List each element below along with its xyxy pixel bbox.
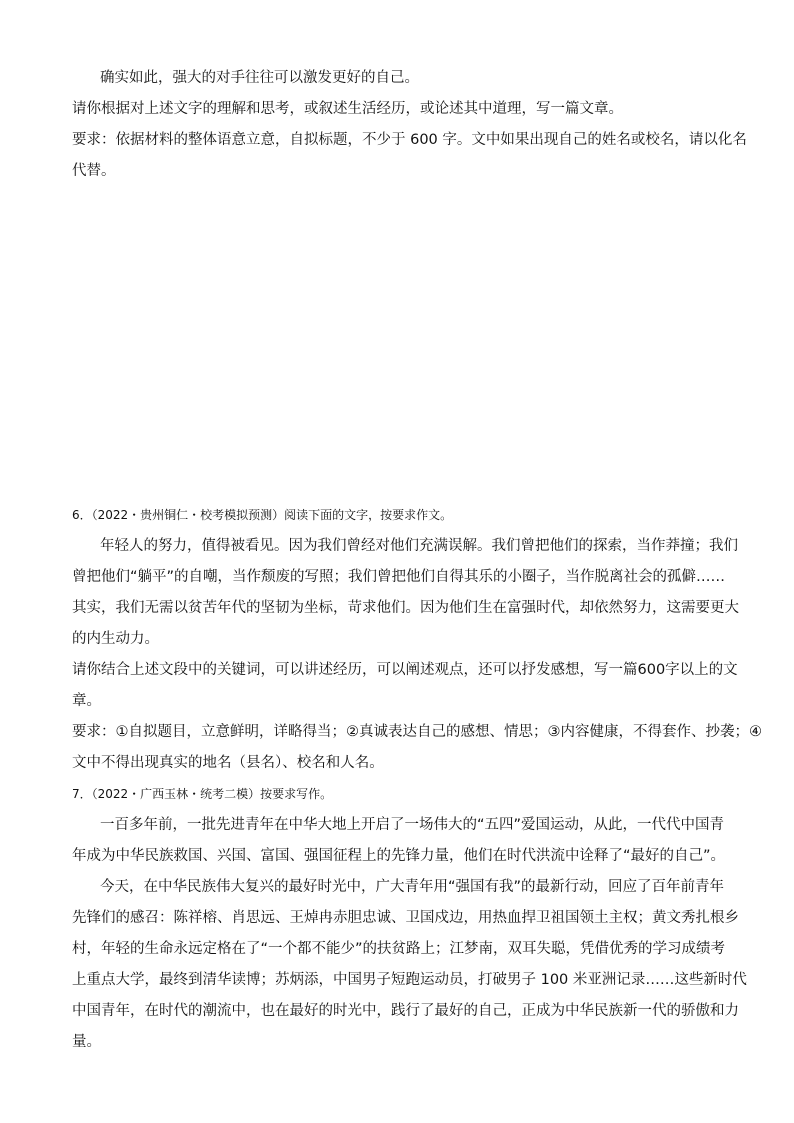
q7-paragraph2-line: 村，年轻的生命永远定格在了“一个都不能少”的扶贫路上；江梦南，双耳失聪，凭借优秀的学习成绩考 bbox=[72, 941, 726, 957]
q7-paragraph2-line: 先锋们的感召：陈祥榕、肖思远、王焯冉赤胆忠诚、卫国戍边，用热血捍卫祖国领土主权；黄文秀扎根乡 bbox=[72, 910, 739, 926]
q6-instruction-line: 章。 bbox=[72, 693, 101, 709]
q5-instruction: 请你根据对上述文字的理解和思考，或叙述生活经历，或论述其中道理，写一篇文章。 bbox=[72, 101, 623, 117]
q7-paragraph2-line: 量。 bbox=[72, 1034, 101, 1050]
q5-requirement-line-2: 代替。 bbox=[72, 163, 116, 179]
q7-paragraph1-line: 一百多年前，一批先进青年在中华大地上开启了一场伟大的“五四”爱国运动，从此，一代代中国青 bbox=[100, 817, 725, 833]
q6-paragraph-line: 年轻人的努力，值得被看见。因为我们曾经对他们充满误解。我们曾把他们的探索，当作莽撞；我们 bbox=[100, 538, 738, 554]
q6-header: 6．（2022・贵州铜仁・校考模拟预测）阅读下面的文字，按要求作文。 bbox=[72, 508, 453, 522]
q7-paragraph2-line: 今天，在中华民族伟大复兴的最好时光中，广大青年用“强国有我”的最新行动，回应了百年前青年 bbox=[100, 879, 725, 895]
q6-requirement-line: 文中不得出现真实的地名（县名）、校名和人名。 bbox=[72, 755, 384, 771]
q6-requirement-line: 要求：①自拟题目，立意鲜明，详略得当；②真诚表达自己的感想、情思；③内容健康，不得套作、抄袭；④ bbox=[72, 724, 762, 740]
q5-material-line: 确实如此，强大的对手往往可以激发更好的自己。 bbox=[100, 70, 419, 86]
q7-paragraph2-line: 上重点大学，最终到清华读博；苏炳添，中国男子短跑运动员，打破男子 100 米亚洲记录……这些新时代 bbox=[72, 972, 747, 988]
q7-header: 7．（2022・广西玉林・统考二模）按要求写作。 bbox=[72, 787, 333, 801]
q5-requirement-line-1: 要求：依据材料的整体语意立意，自拟标题，不少于 600 字。文中如果出现自己的姓名或校名，请以化名 bbox=[72, 132, 747, 148]
q6-paragraph-line: 其实，我们无需以贫苦年代的坚韧为坐标，苛求他们。因为他们生在富强时代，却依然努力，这需要更大 bbox=[72, 600, 739, 616]
q7-paragraph1-line: 年成为中华民族救国、兴国、富国、强国征程上的先锋力量，他们在时代洪流中诠释了“最好的自己”。 bbox=[72, 848, 726, 864]
q6-paragraph-line: 的内生动力。 bbox=[72, 631, 159, 647]
q7-paragraph2-line: 中国青年，在时代的潮流中，也在最好的时光中，践行了最好的自己，正成为中华民族新一代的骄傲和力 bbox=[72, 1003, 739, 1019]
q6-paragraph-line: 曾把他们“躺平”的自嘲，当作颓废的写照；我们曾把他们自得其乐的小圈子，当作脱离社会的孤僻…… bbox=[72, 569, 726, 585]
q6-instruction-line: 请你结合上述文段中的关键词，可以讲述经历，可以阐述观点，还可以抒发感想，写一篇600字以上的文 bbox=[72, 662, 738, 678]
